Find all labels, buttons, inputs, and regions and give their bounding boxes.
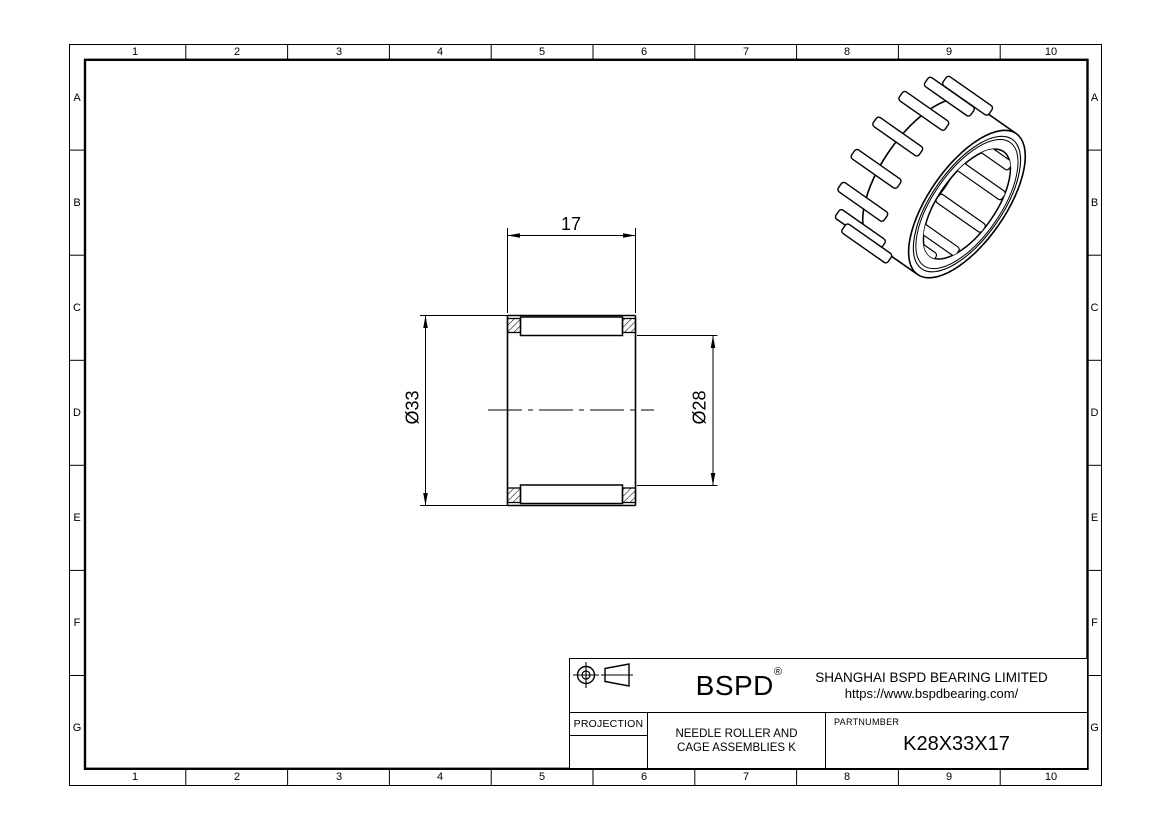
title-block-detail-row	[570, 713, 1087, 768]
grid-row-label: E	[73, 512, 81, 524]
grid-row-label: E	[1090, 512, 1099, 524]
grid-row-label: D	[1090, 407, 1099, 419]
company-website: https://www.bspdbearing.com/	[844, 686, 1019, 701]
grid-row-label: G	[1090, 722, 1099, 734]
grid-col-label: 8	[843, 46, 851, 58]
partnumber-cell	[826, 713, 1087, 768]
registered-trademark-icon: ®	[773, 665, 782, 678]
grid-row-label: B	[1090, 197, 1099, 209]
title-block	[569, 658, 1088, 769]
grid-col-label: 9	[945, 46, 953, 58]
part-description-cell	[648, 713, 826, 768]
part-description-line2: CAGE ASSEMBLIES K	[677, 741, 796, 754]
grid-row-label: B	[73, 197, 81, 209]
company-info	[782, 670, 1087, 701]
grid-row-label: F	[73, 617, 81, 629]
grid-col-label: 1	[131, 46, 139, 58]
grid-row-label: C	[1090, 302, 1099, 314]
part-description-line1: NEEDLE ROLLER AND	[675, 727, 798, 740]
grid-col-label: 2	[233, 46, 241, 58]
grid-row-label: A	[1090, 92, 1099, 104]
grid-col-label: 2	[233, 771, 241, 783]
grid-row-label: F	[1091, 617, 1098, 629]
section-view	[420, 228, 718, 506]
grid-row-label: A	[73, 92, 81, 104]
grid-col-label: 6	[640, 46, 648, 58]
grid-col-label: 5	[538, 46, 546, 58]
grid-col-label: 8	[843, 771, 851, 783]
dimension-inner-diameter-value: Ø28	[689, 390, 710, 425]
grid-col-label: 4	[436, 771, 444, 783]
grid-col-label: 9	[945, 771, 953, 783]
dimension-width-value: 17	[560, 214, 582, 234]
partnumber-label: PARTNUMBER	[834, 717, 900, 727]
grid-row-label: C	[73, 302, 81, 314]
grid-row-label: G	[72, 722, 82, 734]
dim-width	[508, 228, 636, 313]
grid-col-label: 3	[335, 46, 343, 58]
projection-cell	[570, 713, 648, 768]
first-angle-projection-icon	[570, 736, 647, 768]
bearing-3d-view	[811, 56, 1052, 304]
dimension-outer-diameter-value: Ø33	[402, 390, 423, 425]
grid-col-label: 5	[538, 771, 546, 783]
grid-col-label: 4	[436, 46, 444, 58]
grid-row-label: D	[73, 407, 81, 419]
grid-col-label: 7	[742, 46, 750, 58]
title-block-header-row	[570, 659, 1087, 713]
grid-col-label: 6	[640, 771, 648, 783]
projection-label: PROJECTION	[570, 713, 647, 736]
company-name: SHANGHAI BSPD BEARING LIMITED	[815, 670, 1048, 685]
grid-col-label: 3	[335, 771, 343, 783]
brand-name: BSPD	[695, 669, 774, 701]
grid-col-label: 1	[131, 771, 139, 783]
partnumber-value: K28X33X17	[903, 733, 1010, 755]
grid-col-label: 7	[742, 771, 750, 783]
grid-col-label: 10	[1044, 46, 1058, 58]
grid-col-label: 10	[1044, 771, 1058, 783]
